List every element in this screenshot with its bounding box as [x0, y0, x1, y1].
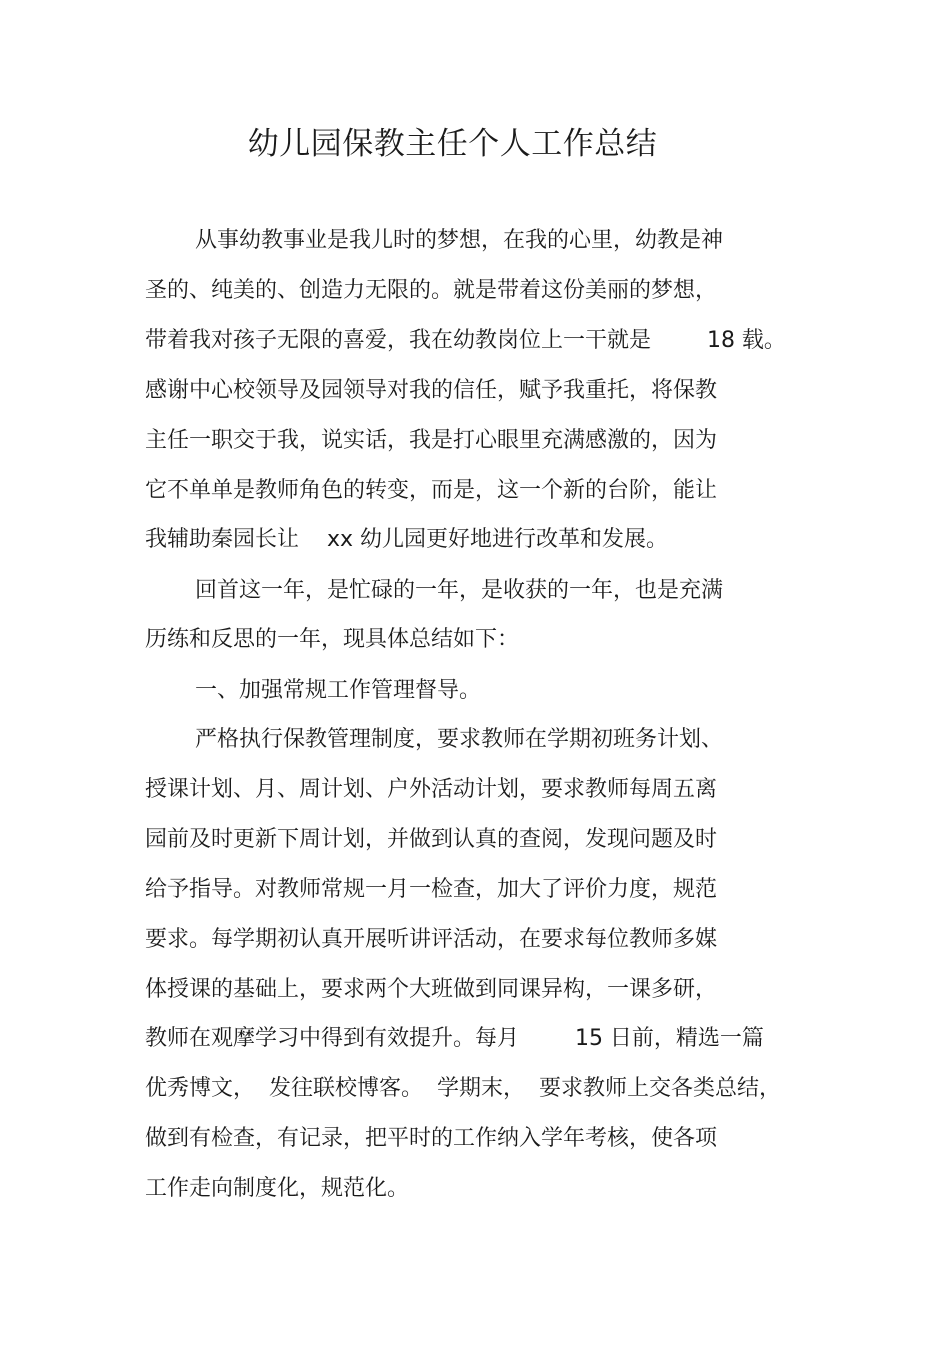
paragraph-3-line-6: 体授课的基础上，要求两个大班做到同课异构，一课多研，	[145, 977, 718, 1002]
paragraph-1-line-6: 它不单单是教师角色的转变，而是，这一个新的台阶，能让	[145, 478, 718, 503]
paragraph-3-line-1: 严格执行保教管理制度，要求教师在学期初班务计划、	[195, 727, 724, 752]
paragraph-1-line-3: 带着我对孩子无限的喜爱，我在幼教岗位上一干就是 18 载。	[145, 328, 786, 353]
paragraph-2-line-1: 回首这一年，是忙碌的一年，是收获的一年，也是充满	[195, 578, 724, 603]
paragraph-1-line-1: 从事幼教事业是我儿时的梦想，在我的心里，幼教是神	[195, 228, 724, 253]
paragraph-3-line-5: 要求。每学期初认真开展听讲评活动，在要求每位教师多媒	[145, 927, 718, 952]
paragraph-1-line-2: 圣的、纯美的、创造力无限的。就是带着这份美丽的梦想，	[145, 278, 718, 303]
paragraph-3-line-7: 教师在观摩学习中得到有效提升。每月 15 日前，精选一篇	[145, 1026, 764, 1051]
paragraph-1-line-7: 我辅助秦园长让 xx 幼儿园更好地进行改革和发展。	[145, 527, 669, 552]
paragraph-3-line-10: 工作走向制度化，规范化。	[145, 1176, 410, 1201]
paragraph-3-line-4: 给予指导。对教师常规一月一检查，加大了评价力度，规范	[145, 877, 718, 902]
paragraph-1-line-5: 主任一职交于我，说实话，我是打心眼里充满感激的，因为	[145, 428, 718, 453]
section-heading-1: 一、加强常规工作管理督导。	[195, 678, 482, 703]
paragraph-1-line-4: 感谢中心校领导及园领导对我的信任，赋予我重托，将保教	[145, 378, 718, 403]
paragraph-3-line-3: 园前及时更新下周计划，并做到认真的查阅，发现问题及时	[145, 827, 718, 852]
document-title: 幼儿园保教主任个人工作总结	[247, 126, 658, 162]
paragraph-3-line-9: 做到有检查，有记录，把平时的工作纳入学年考核，使各项	[145, 1126, 718, 1151]
paragraph-3-line-8: 优秀博文， 发往联校博客。 学期末， 要求教师上交各类总结，	[145, 1076, 781, 1101]
paragraph-3-line-2: 授课计划、月、周计划、户外活动计划，要求教师每周五离	[145, 777, 718, 802]
paragraph-2-line-2: 历练和反思的一年，现具体总结如下：	[145, 627, 520, 652]
